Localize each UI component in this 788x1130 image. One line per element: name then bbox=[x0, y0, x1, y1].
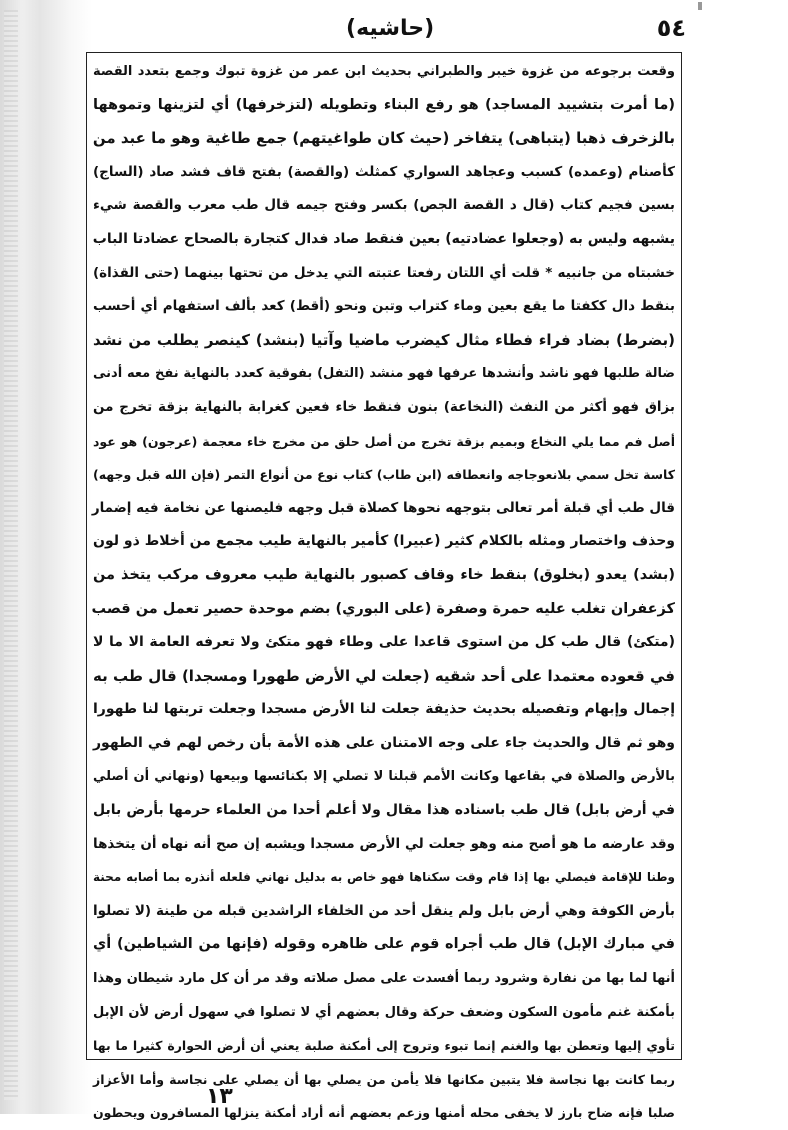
text-line: وحذف واختصار ومثله بالكلام كثير (عبيرا) كأمير بالنهاية طيب مجمع من أخلاط ذو لون bbox=[93, 533, 675, 550]
book-spine-shadow bbox=[0, 0, 92, 1114]
page-number: ٥٤ bbox=[656, 14, 686, 42]
text-line: وقعت برجوعه من غزوة خيبر والطبراني بحديث ابن عمر من غزوة تبوك وجمع بتعدد القصة bbox=[93, 64, 675, 79]
footer-note: ١٣ bbox=[206, 1084, 233, 1109]
text-line: بزاق فهو أكثر من النفث (النخاعة) بنون فنقط خاء فعين كغرابة بالنهاية بزقة تخرج من bbox=[93, 398, 675, 415]
text-line: بأرض الكوفة وهي أرض بابل ولم ينقل أحد من الخلفاء الراشدين قبله من طينة (لا تصلوا bbox=[93, 902, 675, 919]
text-line: بأمكنة غنم مأمون السكون وضعف حركة وقال بعضهم أي لا تصلوا في سهول أرض لأن الإبل bbox=[93, 1004, 675, 1020]
text-line: وقد عارضه ما هو أصح منه وهو جعلت لي الأرض مسجدا ويشبه إن صح أنه نهاه أن يتخذها bbox=[93, 835, 675, 852]
text-line: بالزخرف ذهبا (يتباهى) يتفاخر (حيث كان طواغيتهم) جمع طاغية وهو ما عبد من bbox=[92, 129, 675, 148]
text-line: ربما كانت بها نجاسة فلا يتبين مكانها فلا يأمن من يصلي بها أن يصلي على نجاسة وأما الأعزاز bbox=[93, 1071, 675, 1087]
text-line: (بضرط) بضاد فراء فطاء مثال كيضرب ماضيا وآتيا (بنشد) كينصر يطلب من نشد bbox=[93, 330, 675, 349]
text-line: في قعوده معتمدا على أحد شقيه (جعلت لي الأرض طهورا ومسجدا) قال طب به bbox=[93, 666, 675, 685]
text-line: صلبا فإنه ضاح بارز لا يخفى محله أمنها وزعم بعضهم أنه أراد أمكنة ينزلها المسافرون ويحطون bbox=[93, 1105, 675, 1121]
scan-mark bbox=[698, 2, 702, 10]
text-line: خشبتاه من جانبيه * قلت أي اللتان رفعتا عتبته التي يدخل من تحتها بينهما (حتى القذاة) bbox=[93, 264, 675, 281]
page-header bbox=[96, 14, 690, 48]
text-line: ضالة طلبها فهو ناشد وأنشدها عرفها فهو منشد (التفل) بفوقية كعدد بالنهاية نفخ معه أدنى bbox=[93, 366, 675, 382]
text-line: بنقط دال ككفتا ما يقع بعين وماء كتراب وتبن ونحو (أقط) كعد بألف استفهام أي أحسب bbox=[93, 298, 675, 315]
text-line: (ما أمرت بتشييد المساجد) هو رفع البناء وتطويله (لتزخرفها) أي لتزينها وتموهها bbox=[93, 96, 675, 113]
text-line: وطنا للإقامة فيصلي بها إذا قام وقت سكناها فهو خاص به بدليل نهاني فلعله أنذره بما أصابه محنة bbox=[93, 870, 675, 885]
text-line: كزعفران تغلب عليه حمرة وصفرة (على البوري) بضم موحدة حصير تعمل من قصب bbox=[91, 600, 675, 617]
page bbox=[86, 14, 686, 1121]
text-line: في مبارك الإبل) قال طب أجراه قوم على ظاهره وقوله (فإنها من الشياطين) أي bbox=[93, 936, 675, 953]
text-line: إجمال وإبهام وتفصيله بحديث حذيفة جعلت لنا الأرض مسجدا وجعلت تربتها لنا طهورا bbox=[93, 701, 675, 718]
text-line: كاسة تخل سمي بلانعوجاجه وانعطافه (ابن طاب) كتاب نوع من أنواع التمر (فإن الله قبل وجهه) bbox=[93, 467, 675, 483]
text-line: بالأرض والصلاة في بقاعها وكانت الأمم قبلنا لا تصلي إلا بكنائسها وبيعها (ونهاني أن أصلي bbox=[93, 769, 675, 785]
text-line: كأصنام (وعمده) كسبب وعجاهد السواري كمثلث (والقصة) بفتح قاف فشد صاد (الساج) bbox=[93, 163, 675, 180]
text-line: في أرض بابل) قال طب باسناده هذا مقال ولا أعلم أحدا من العلماء حرمها بأرض بابل bbox=[93, 802, 675, 819]
text-line: أنها لما بها من نفارة وشرود ربما أفسدت على مصل صلاته وقد مر أن كل مارد شيطان وهذا bbox=[93, 971, 675, 987]
text-line: وهو ثم قال والحديث جاء على وجه الامتنان على هذه الأمة بأن رخص لهم في الطهور bbox=[93, 734, 675, 751]
text-line: بسين فجيم كتاب (قال د القصة الجص) بكسر وفتح جيمه قال طب معرب والقصة شيء bbox=[93, 197, 675, 214]
text-line: أصل فم مما يلي النخاع وبميم بزقة تخرج من أصل حلق من مخرج خاء معجمة (عرجون) هو عود bbox=[93, 433, 675, 449]
text-line: (متكئ) قال طب كل من استوى قاعدا على وطاء فهو متكئ ولا تعرفه العامة الا ما لا bbox=[93, 634, 675, 651]
header-title: (حاشيه) bbox=[346, 16, 435, 41]
text-line: قال طب أي قبلة أمر تعالى بتوجهه نحوها كصلاة قبل وجهه فليصنها عن نخامة فيه إضمار bbox=[91, 499, 675, 516]
text-line: تأوي إليها وتعطن بها والغنم إنما تبوء وتروح إلى أمكنة صلبة يعني أن أرض الحوارة كثيرا ما بها bbox=[93, 1038, 675, 1054]
text-line: يشبهه وليس به (وجعلوا عضادتيه) بعين فنقط صاد فدال كتجارة بالصحاح عضادتا الباب bbox=[92, 230, 675, 247]
text-line: (بشد) يعدو (بخلوق) بنقط خاء وقاف كصبور بالنهاية طيب معروف مركب يتخذ من bbox=[93, 566, 675, 583]
